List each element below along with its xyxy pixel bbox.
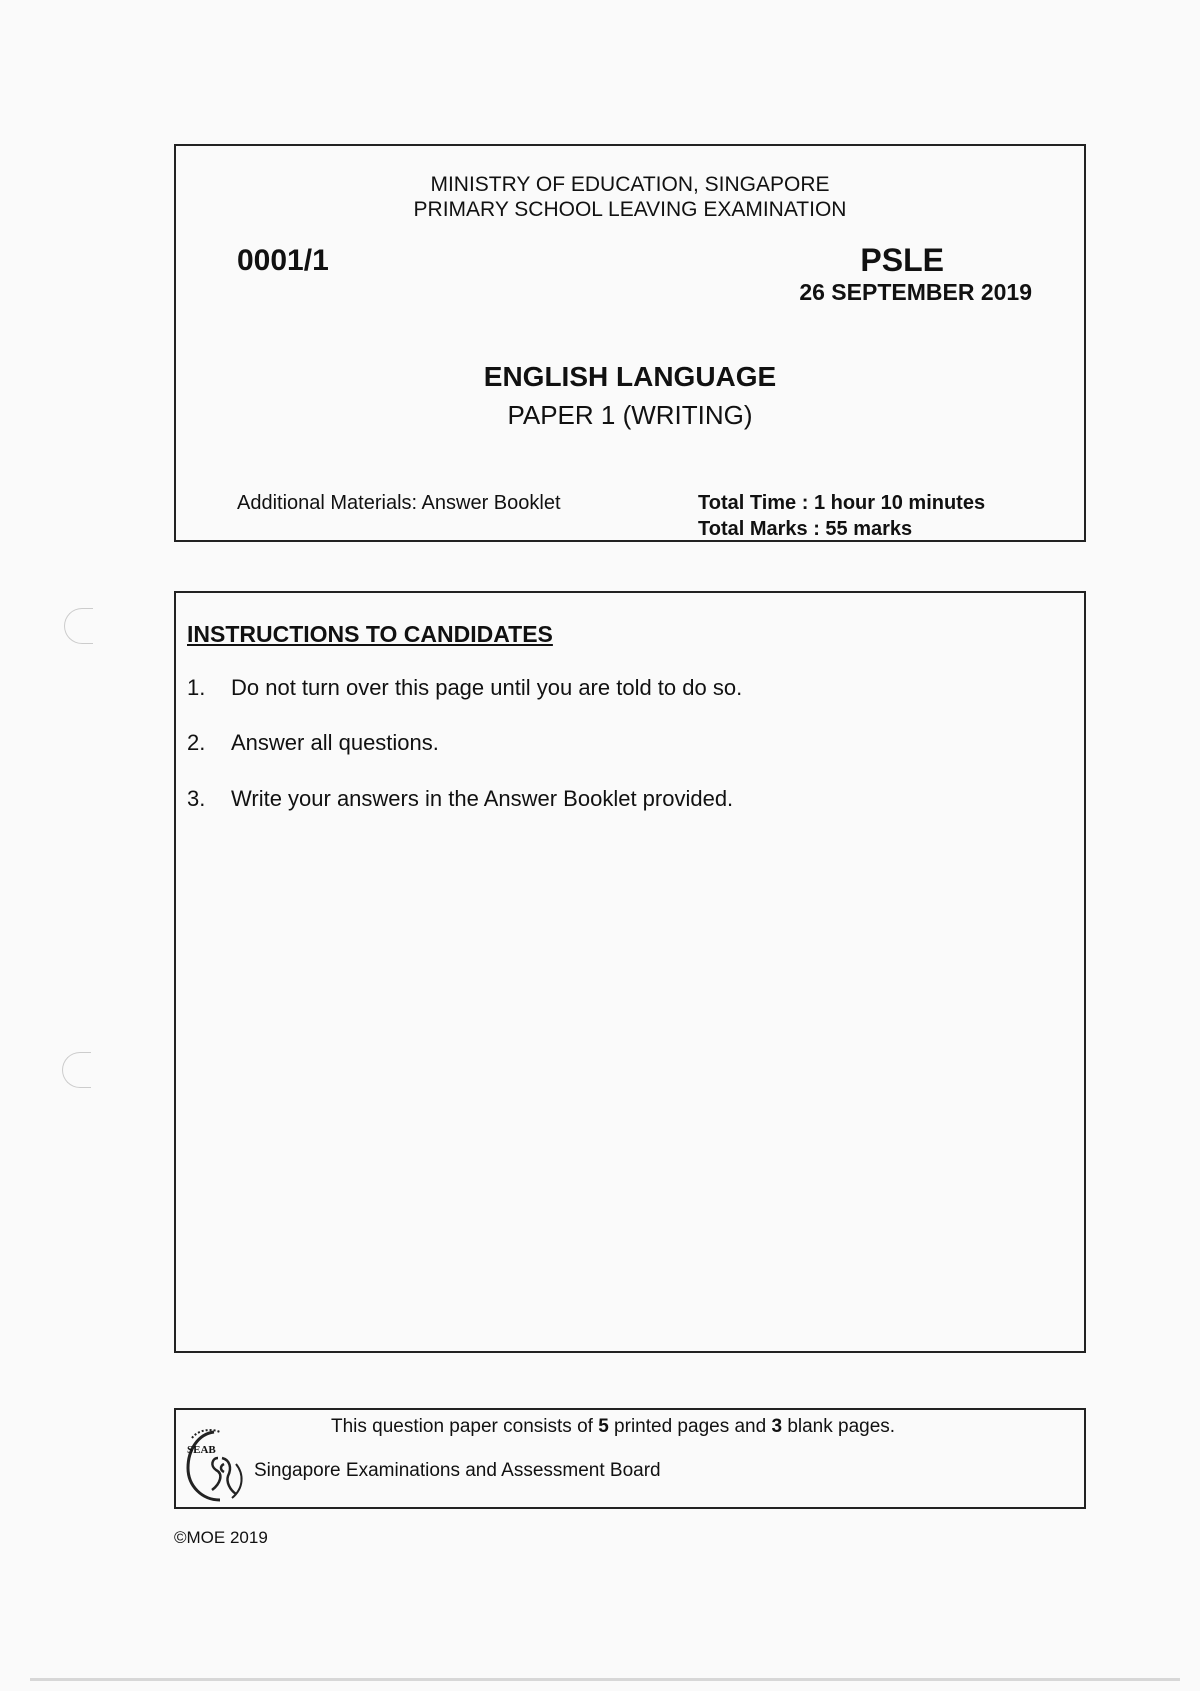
printed-pages-count: 5 bbox=[598, 1416, 609, 1437]
pages-note bbox=[331, 1416, 895, 1438]
pages-note-middle: printed pages and bbox=[608, 1416, 772, 1437]
seab-logo-icon bbox=[184, 1424, 250, 1504]
header-box bbox=[174, 144, 1086, 542]
instruction-text: Write your answers in the Answer Booklet provided. bbox=[231, 786, 734, 811]
instruction-item bbox=[187, 730, 439, 756]
instruction-number: 3. bbox=[187, 786, 206, 811]
copyright: ©MOE 2019 bbox=[174, 1528, 268, 1547]
additional-materials: Additional Materials: Answer Booklet bbox=[237, 492, 561, 514]
exam-short-name: PSLE bbox=[860, 242, 944, 278]
total-marks: Total Marks : 55 marks bbox=[698, 518, 913, 540]
instruction-item bbox=[187, 675, 742, 701]
instruction-item bbox=[187, 786, 733, 812]
instruction-number: 1. bbox=[187, 675, 206, 700]
subject-title: ENGLISH LANGUAGE bbox=[483, 361, 777, 392]
board-name: Singapore Examinations and Assessment Board bbox=[254, 1460, 661, 1481]
total-time: Total Time : 1 hour 10 minutes bbox=[698, 492, 986, 514]
punch-hole bbox=[64, 608, 93, 644]
scan-edge bbox=[30, 1678, 1180, 1681]
punch-hole bbox=[62, 1052, 91, 1088]
instructions-box bbox=[174, 591, 1086, 1353]
instruction-text: Do not turn over this page until you are told to do so. bbox=[231, 675, 743, 700]
pages-note-prefix: This question paper consists of bbox=[331, 1416, 599, 1437]
instruction-text: Answer all questions. bbox=[231, 730, 439, 755]
paper-code: 0001/1 bbox=[237, 244, 329, 277]
seab-logo-text: SEAB bbox=[187, 1444, 216, 1456]
instructions-heading: INSTRUCTIONS TO CANDIDATES bbox=[187, 621, 553, 647]
instruction-number: 2. bbox=[187, 730, 206, 755]
exam-name: PRIMARY SCHOOL LEAVING EXAMINATION bbox=[413, 198, 847, 221]
paper-title: PAPER 1 (WRITING) bbox=[507, 400, 753, 430]
ministry-title: MINISTRY OF EDUCATION, SINGAPORE bbox=[430, 173, 830, 196]
blank-pages-count: 3 bbox=[771, 1416, 783, 1437]
pages-note-suffix: blank pages. bbox=[782, 1416, 896, 1437]
exam-date: 26 SEPTEMBER 2019 bbox=[799, 279, 1032, 305]
footer-box bbox=[174, 1408, 1086, 1509]
